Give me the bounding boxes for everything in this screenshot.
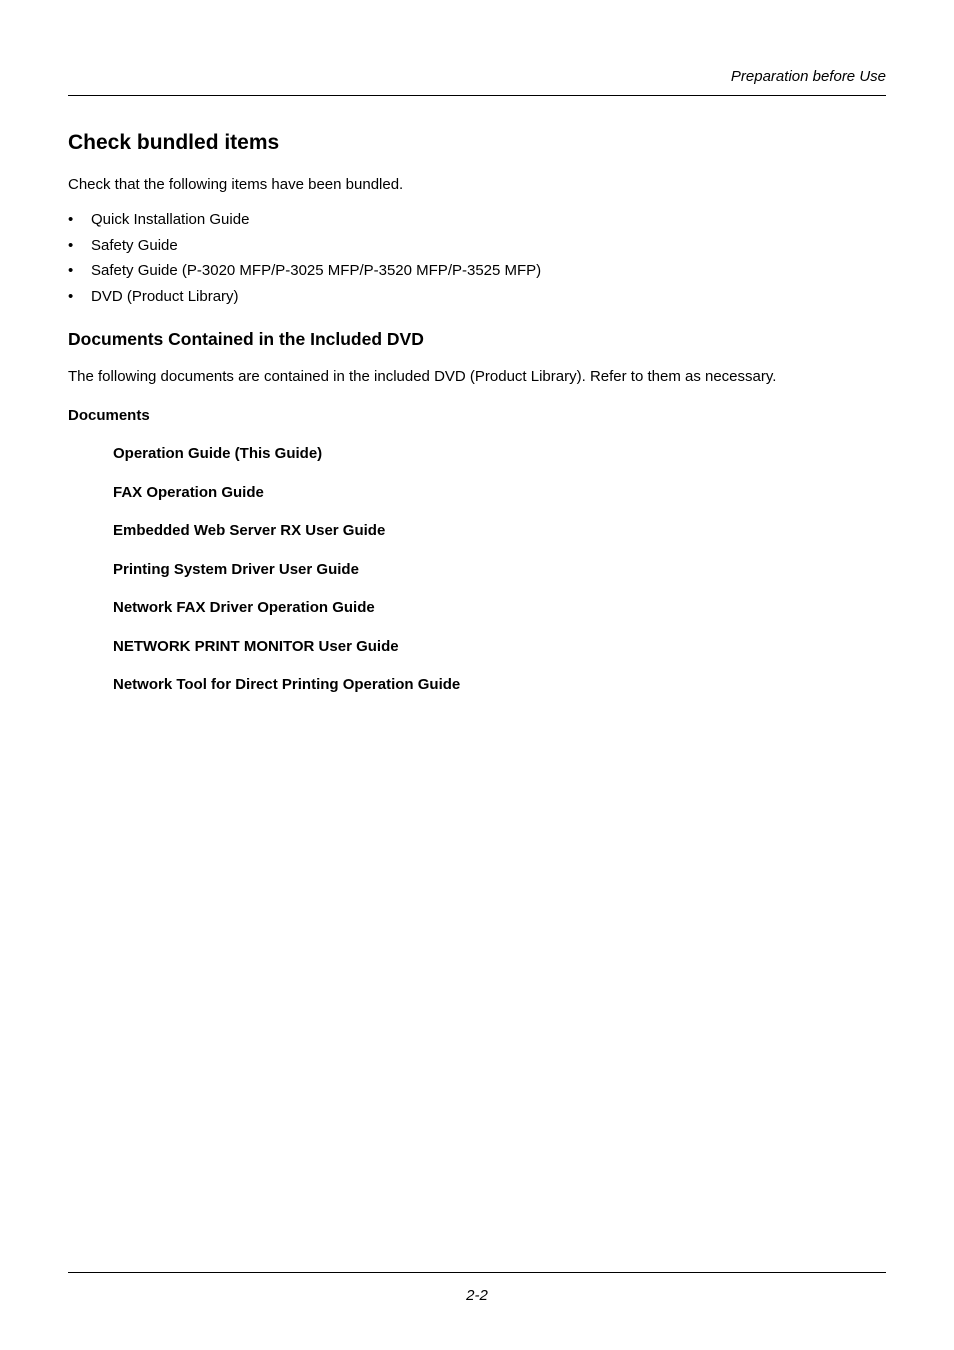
bundled-item-label: Quick Installation Guide (91, 211, 250, 228)
document-item: Printing System Driver User Guide (113, 560, 359, 578)
bullet-icon: • (68, 262, 74, 280)
document-item: Network Tool for Direct Printing Operation Guide (113, 676, 461, 693)
document-item: Embedded Web Server RX User Guide (113, 522, 386, 539)
bullet-icon: • (68, 236, 74, 254)
documents-label: Documents (68, 407, 150, 424)
running-header: Preparation before Use (730, 68, 886, 85)
bundled-item-label: DVD (Product Library) (91, 287, 239, 305)
header-divider (68, 95, 886, 96)
document-item: FAX Operation Guide (113, 483, 264, 501)
document-item: Network FAX Driver Operation Guide (113, 599, 375, 616)
document-item: Operation Guide (This Guide) (113, 445, 323, 462)
page-title: Check bundled items (68, 131, 280, 154)
documents-list (113, 445, 460, 715)
intro-text: Check that the following items have been bundled. (68, 176, 404, 193)
section-heading: Documents Contained in the Included DVD (68, 329, 424, 349)
document-item: NETWORK PRINT MONITOR User Guide (113, 637, 399, 655)
section-description: The following documents are contained in the included DVD (Product Library). Refer to them as necessary. (68, 368, 777, 385)
bullet-icon: • (68, 287, 74, 305)
bundled-item-label: Safety Guide (P-3020 MFP/P-3025 MFP/P-3520 MFP/P-3525 MFP) (91, 262, 542, 280)
bullet-icon: • (68, 211, 74, 228)
page-number: 2-2 (466, 1287, 488, 1304)
bundled-item-label: Safety Guide (91, 236, 178, 254)
footer-divider (68, 1272, 886, 1273)
